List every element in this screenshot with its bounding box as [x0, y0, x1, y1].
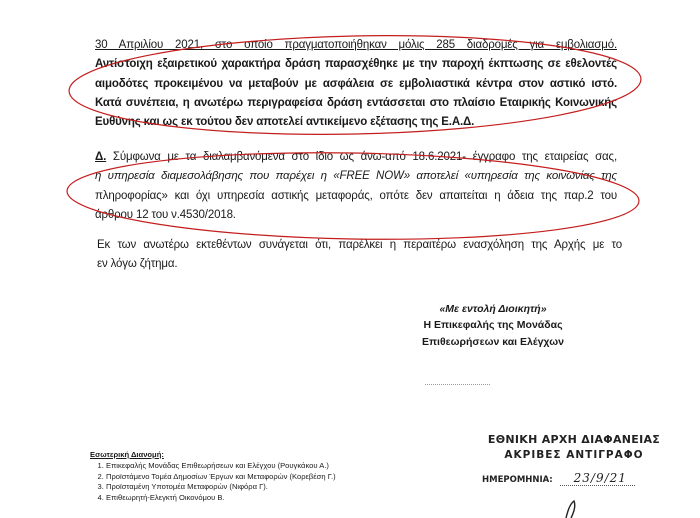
paragraph-2-line-1 [95, 148, 617, 167]
internal-distribution [90, 450, 336, 504]
paragraph-2-line-3: πληροφορίας» και όχι υπηρεσία αστικής μεταφοράς, οπότε δεν απαιτείται η άδεια της παρ.2 του [95, 189, 617, 202]
paragraph-3-line-1: Εκ των ανωτέρω εκτεθέντων συνάγεται ότι, παρέλκει η περαιτέρω ενασχόληση της Αρχής με το [97, 239, 622, 251]
signature-role-line-2: Επιθεωρήσεων και Ελέγχων [422, 335, 564, 348]
signature-dotted-line [425, 384, 490, 385]
paragraph-1-line-3: αιμοδότες προκειμένου να μεταβούν με ασφάλεια σε εμβολιαστικά κέντρα στον αστικό ιστό. [95, 77, 617, 90]
paragraph-2 [95, 148, 617, 225]
distribution-item: 2. Προϊστάμενο Τομέα Δημοσίων Έργων και Μεταφορών (Κορεβέση Γ.) [106, 472, 336, 483]
signature-block [388, 301, 598, 350]
stamp-authority: ΕΘΝΙΚΗ ΑΡΧΗ ΔΙΑΦΑΝΕΙΑΣ [487, 433, 661, 446]
paragraph-1 [95, 36, 617, 133]
handwritten-signature-mark [566, 501, 575, 518]
stamp-date-label: ΗΜΕΡΟΜΗΝΙΑ: [482, 475, 553, 485]
paragraph-3-line-2: εν λόγω ζήτημα. [97, 258, 178, 271]
paragraph-3 [97, 236, 622, 275]
stamp-date-row [474, 471, 674, 486]
distribution-item: 3. Προϊσταμένη Υποτομέα Μεταφορών (Νιφόρα Γ). [106, 482, 336, 493]
paragraph-1-line-4: Κατά συνέπεια, η ανωτέρω περιγραφείσα δράση εντάσσεται στο πλαίσιο Εταιρικής Κοινωνικής [95, 96, 617, 109]
distribution-title: Εσωτερική Διανομή: [90, 450, 164, 459]
signature-role-line-1: Η Επικεφαλής της Μονάδας [423, 319, 563, 332]
signature-order: «Με εντολή Διοικητή» [439, 303, 547, 315]
stamp-date-value: 23/9/21 [560, 471, 635, 486]
paragraph-1-line-5: Ευθύνης και ως εκ τούτου δεν αποτελεί αντικείμενο εξέτασης της Ε.Α.Δ. [95, 116, 475, 129]
distribution-list [90, 461, 336, 504]
paragraph-1-line-1: 30 Απριλίου 2021, στο οποίο πραγματοποιήθηκαν μόλις 285 διαδρομές για εμβολιασμό. [95, 39, 617, 51]
paragraph-2-line-2: η υπηρεσία διαμεσολάβησης που παρέχει η «FREE NOW» αποτελεί «υπηρεσία της κοινωνίας της [95, 170, 617, 183]
stamp-certified-copy: ΑΚΡΙΒΕΣ ΑΝΤΙΓΡΑΦΟ [504, 449, 644, 461]
distribution-item: 1. Επικεφαλής Μονάδας Επιθεωρήσεων και Ελέγχου (Ρουγκάκου Α.) [106, 461, 336, 472]
paragraph-2-label: Δ. [95, 151, 107, 163]
paragraph-1-line-2: Αντίστοιχη εξαιρετικού χαρακτήρα δράση παρασχέθηκε με την παροχή έκπτωσης σε εθελοντές [95, 58, 617, 71]
distribution-item: 4. Επιθεωρητή-Ελεγκτή Οικονόμου Β. [106, 493, 336, 504]
paragraph-2-line-1-text: Σύμφωνα με τα διαλαμβανόμενα στο ίδιο ως άνω-από 18.6.2021- έγγραφο της εταιρείας σας, [106, 151, 617, 163]
paragraph-2-line-4: άρθρου 12 του ν.4530/2018. [95, 208, 236, 221]
certified-copy-stamp [474, 433, 674, 486]
